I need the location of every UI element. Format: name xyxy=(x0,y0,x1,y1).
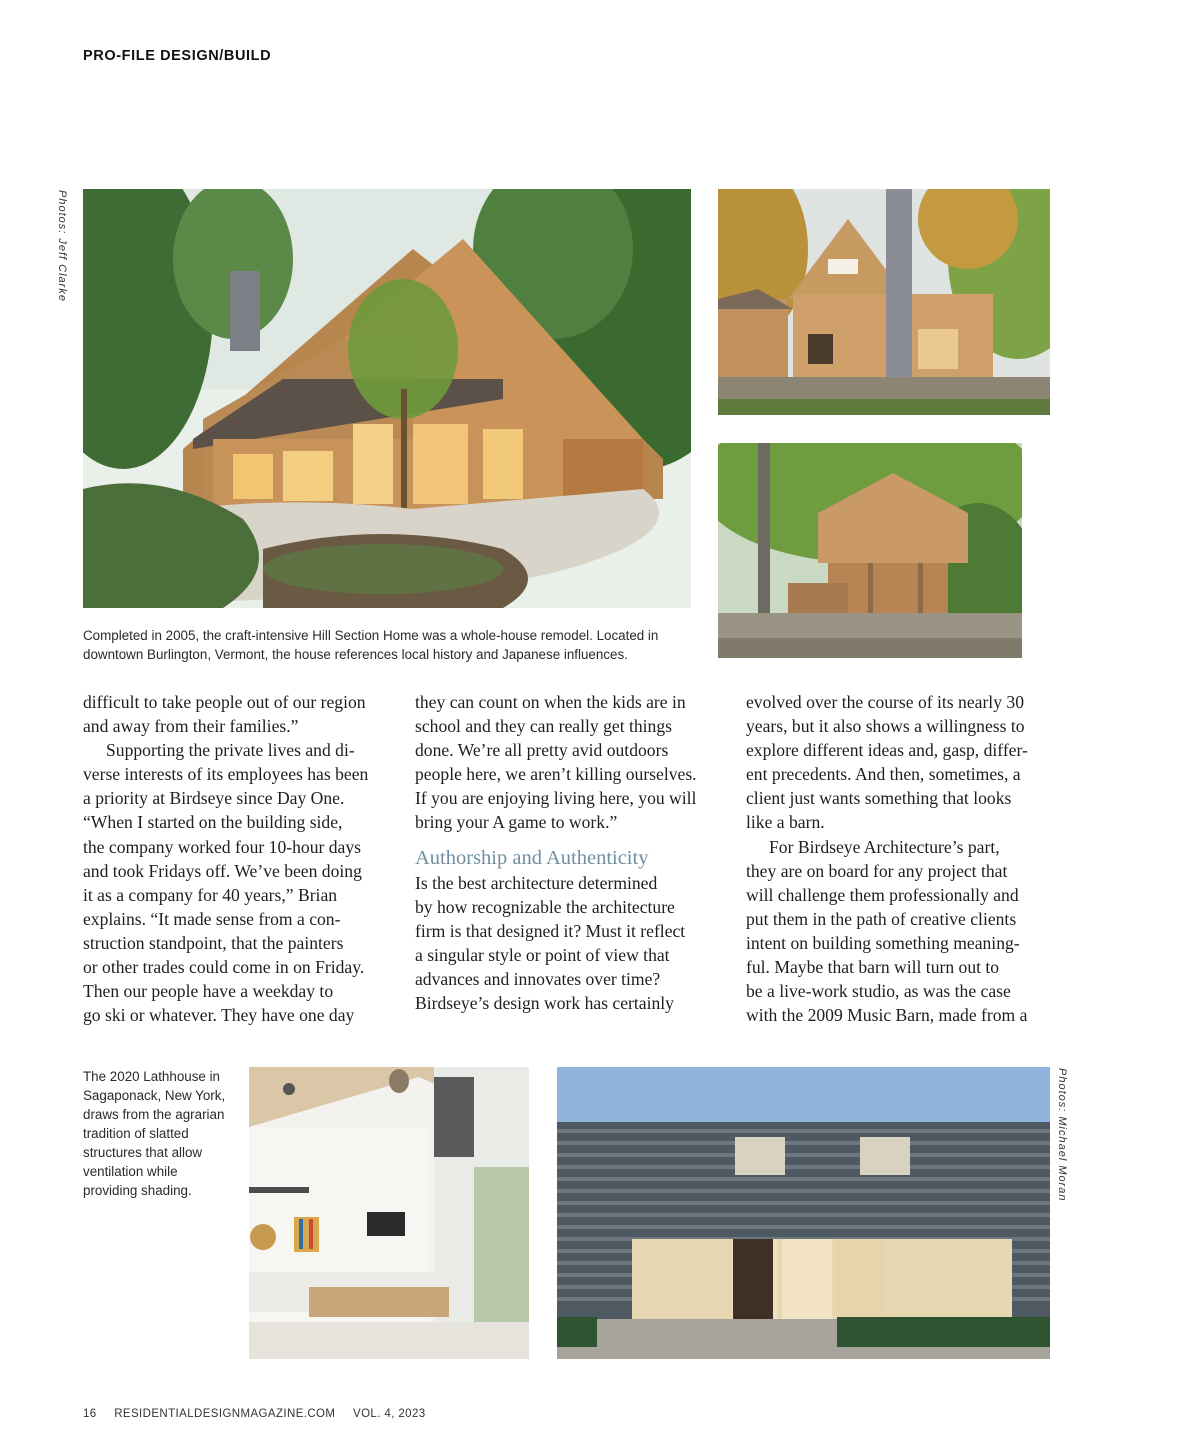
hill-section-home-photo xyxy=(83,189,691,608)
lathhouse-interior-photo xyxy=(249,1067,529,1359)
text-line: explains. “It made sense from a con- xyxy=(83,908,341,929)
page-number: 16 xyxy=(83,1408,97,1420)
text-line: ful. Maybe that barn will turn out to xyxy=(746,957,1000,978)
text-line: years, but it also shows a willingness to xyxy=(746,716,1025,737)
footer-issue: VOL. 4, 2023 xyxy=(353,1408,426,1420)
photo-credit-top: Photos: Jeff Clarke xyxy=(56,190,68,302)
text-line: put them in the path of creative clients xyxy=(746,908,1017,929)
text-line: Is the best architecture determined xyxy=(415,872,658,893)
hill-section-cabin-photo xyxy=(718,443,1022,658)
text-line: it as a company for 40 years,” Brian xyxy=(83,884,338,905)
text-line: a priority at Birdseye since Day One. xyxy=(83,788,345,809)
article-column-2 xyxy=(415,690,715,1015)
text-line: will challenge them professionally and xyxy=(746,884,1019,905)
lathhouse-exterior-photo xyxy=(557,1067,1050,1359)
text-line: “When I started on the building side, xyxy=(83,812,343,833)
text-line: or other trades could come in on Friday. xyxy=(83,957,365,978)
text-line: If you are enjoying living here, you will xyxy=(415,788,697,809)
text-line: by how recognizable the architecture xyxy=(415,896,675,917)
section-subhead: Authorship and Authenticity xyxy=(415,846,649,869)
article-column-1 xyxy=(83,690,383,1027)
text-line: bring your A game to work.” xyxy=(415,812,618,833)
text-line: go ski or whatever. They have one day xyxy=(83,1005,355,1026)
lathhouse-caption: The 2020 Lathhouse in Sagaponack, New York, draws from the agrarian tradition of slatted structures that allow ventilation while providing shading. xyxy=(83,1069,226,1198)
text-line: verse interests of its employees has been xyxy=(83,764,369,785)
text-line: school and they can really get things xyxy=(415,716,672,737)
text-line: like a barn. xyxy=(746,812,825,833)
text-line: done. We’re all pretty avid outdoors xyxy=(415,740,669,761)
text-line: client just wants something that looks xyxy=(746,788,1012,809)
text-line: the company worked four 10-hour days xyxy=(83,836,362,857)
text-line: difficult to take people out of our region xyxy=(83,692,366,712)
text-line: be a live-work studio, as was the case xyxy=(746,981,1011,1002)
text-line: For Birdseye Architecture’s part, xyxy=(769,836,1000,857)
text-line: Supporting the private lives and di- xyxy=(106,740,355,761)
text-line: ent precedents. And then, sometimes, a xyxy=(746,764,1021,785)
footer-site: RESIDENTIALDESIGNMAGAZINE.COM xyxy=(114,1408,336,1420)
text-line: firm is that designed it? Must it reflect xyxy=(415,920,686,941)
text-line: explore different ideas and, gasp, differ- xyxy=(746,740,1028,761)
text-line: and away from their families.” xyxy=(83,716,299,737)
text-line: intent on building something meaning- xyxy=(746,932,1020,953)
text-line: people here, we aren’t killing ourselves. xyxy=(415,764,697,785)
hill-section-rear-photo xyxy=(718,189,1050,415)
text-line: they are on board for any project that xyxy=(746,860,1008,881)
text-line: a singular style or point of view that xyxy=(415,944,670,965)
article-column-3 xyxy=(746,690,1046,1027)
text-line: Then our people have a weekday to xyxy=(83,981,334,1002)
text-line: advances and innovates over time? xyxy=(415,968,661,989)
text-line: Birdseye’s design work has certainly xyxy=(415,993,674,1014)
photo-credit-bottom: Photos: Michael Moran xyxy=(1056,1068,1068,1202)
hill-section-caption: Completed in 2005, the craft-intensive Hill Section Home was a whole-house remodel. Located in downtown Burlington, Vermont, the house references local history and Japanese influences. xyxy=(83,628,659,662)
section-label: PRO-FILE DESIGN/BUILD xyxy=(83,48,272,64)
text-line: they can count on when the kids are in xyxy=(415,692,686,712)
text-line: and took Fridays off. We’ve been doing xyxy=(83,860,362,881)
text-line: evolved over the course of its nearly 30 xyxy=(746,692,1024,712)
page-footer xyxy=(83,1408,440,1420)
text-line: struction standpoint, that the painters xyxy=(83,932,344,953)
text-line: with the 2009 Music Barn, made from a xyxy=(746,1005,1028,1026)
